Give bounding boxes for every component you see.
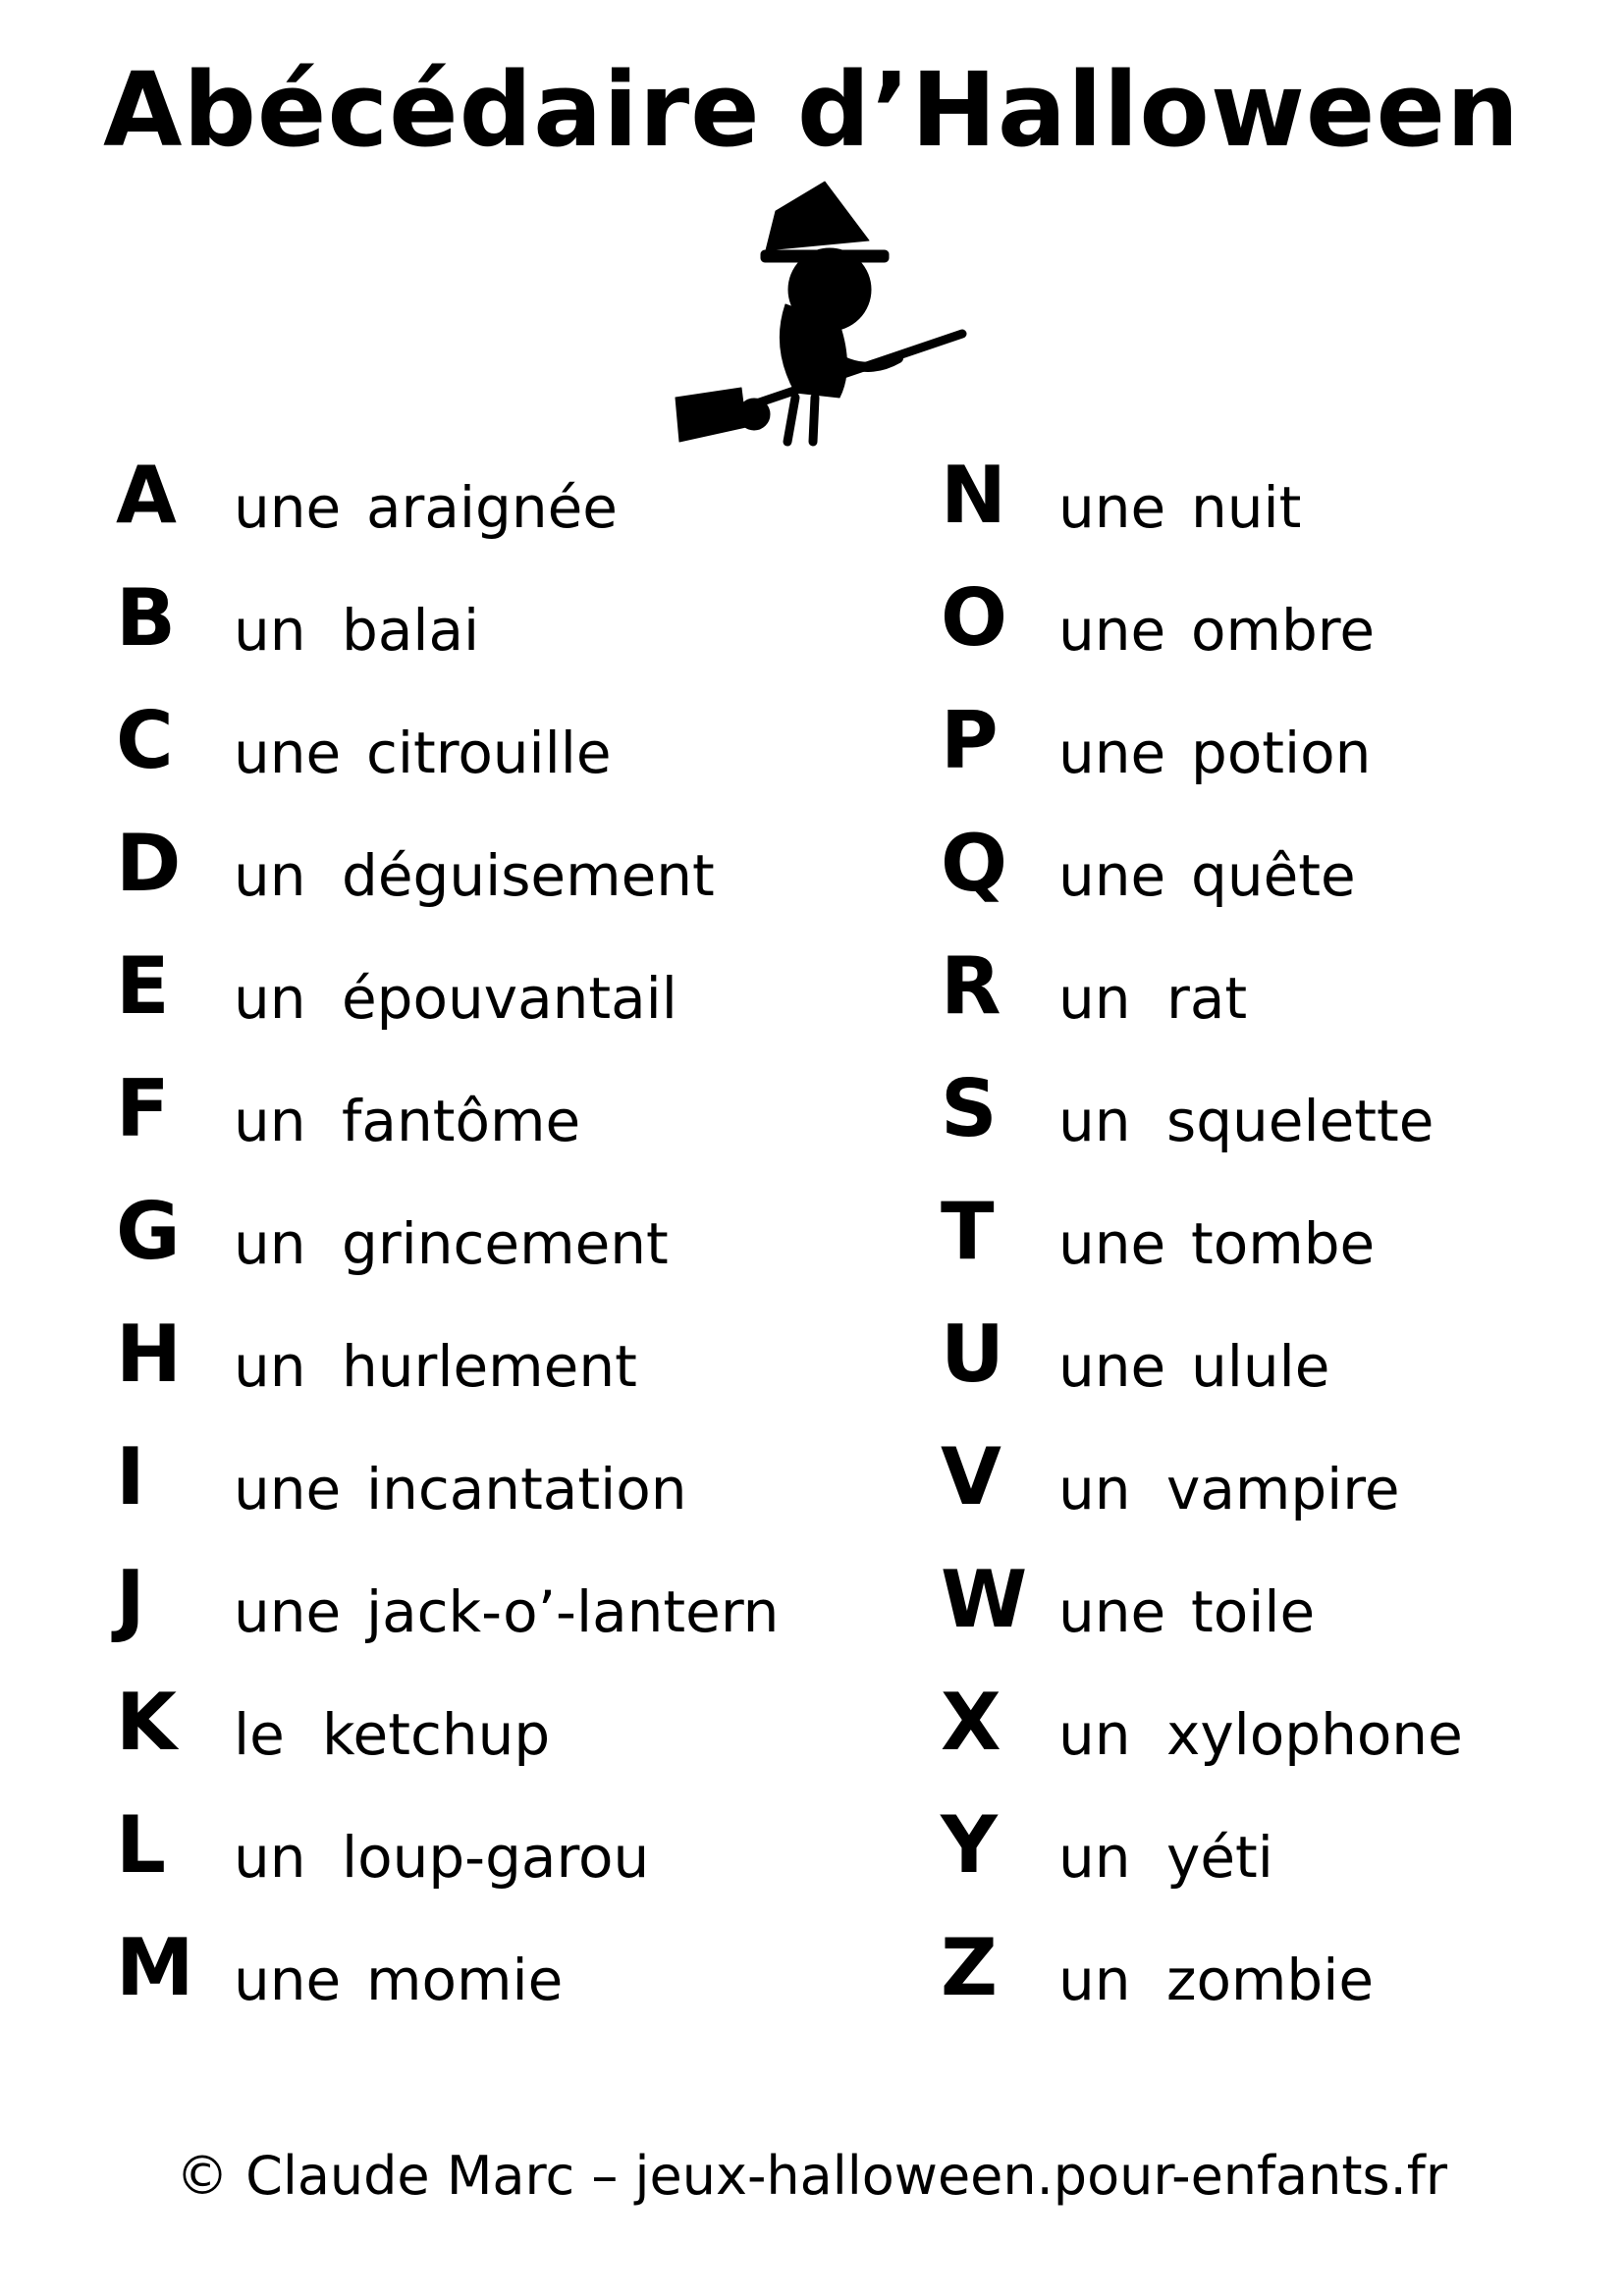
- entry-word: zombie: [1166, 1947, 1375, 2013]
- entry-article: un: [234, 965, 306, 1032]
- entry-letter: D: [116, 818, 182, 909]
- entry-word: loup-garou: [342, 1824, 650, 1891]
- page-title: Abécédaire d’Halloween: [102, 50, 1521, 170]
- entry-word: ulule: [1191, 1333, 1330, 1400]
- witch-on-broom-icon: [668, 157, 972, 452]
- alphabet-entry: [116, 1919, 803, 2042]
- entry-article: un: [1058, 1824, 1131, 1891]
- entry-letter: A: [116, 450, 177, 541]
- entry-article: une: [1058, 720, 1166, 786]
- entry-article: une: [1058, 842, 1166, 909]
- entry-article: un: [234, 842, 306, 909]
- entry-word: momie: [366, 1947, 564, 2013]
- entry-letter: W: [941, 1554, 1028, 1645]
- copyright-footer: © Claude Marc – jeux-halloween.pour-enfants.fr: [175, 2145, 1448, 2207]
- alphabet-entry: [941, 1551, 1623, 1674]
- entry-letter: I: [116, 1431, 145, 1522]
- entry-letter: G: [116, 1186, 181, 1277]
- alphabet-entry: [116, 937, 803, 1060]
- entry-word: rat: [1166, 965, 1248, 1032]
- entry-letter: Z: [941, 1922, 999, 2013]
- entry-word: yéti: [1166, 1824, 1273, 1891]
- alphabet-entry: [941, 1919, 1623, 2042]
- entry-article: un: [234, 1088, 306, 1154]
- entry-letter: S: [941, 1063, 998, 1154]
- entry-article: un: [1058, 1947, 1131, 2013]
- entry-word: citrouille: [366, 720, 612, 786]
- alphabet-entry: [116, 1060, 803, 1183]
- entry-article: un: [234, 1824, 306, 1891]
- entry-article: une: [1058, 597, 1166, 664]
- entry-letter: B: [116, 572, 176, 664]
- alphabet-entry: [116, 692, 803, 815]
- entry-word: araignée: [366, 474, 618, 541]
- entry-word: balai: [342, 597, 480, 664]
- alphabet-entry: [116, 1428, 803, 1551]
- alphabet-entry: [941, 1060, 1623, 1183]
- entry-letter: M: [116, 1922, 194, 2013]
- alphabet-entry: [116, 1306, 803, 1428]
- entry-letter: R: [941, 940, 1001, 1032]
- entry-article: un: [1058, 1088, 1131, 1154]
- entry-letter: T: [941, 1186, 995, 1277]
- alphabet-entry: [941, 815, 1623, 937]
- entry-word: grincement: [342, 1210, 669, 1277]
- entry-letter: P: [941, 695, 999, 786]
- alphabet-entry: [116, 815, 803, 937]
- entry-letter: X: [941, 1677, 1001, 1768]
- entry-article: une: [234, 720, 342, 786]
- entry-word: quête: [1191, 842, 1356, 909]
- entry-word: potion: [1191, 720, 1372, 786]
- entry-article: une: [234, 1456, 342, 1522]
- entry-letter: O: [941, 572, 1008, 664]
- entry-word: ketchup: [322, 1701, 551, 1768]
- entry-word: vampire: [1166, 1456, 1400, 1522]
- alphabet-entry: [941, 1796, 1623, 1919]
- entry-article: un: [1058, 1701, 1131, 1768]
- entry-letter: E: [116, 940, 170, 1032]
- entry-article: une: [234, 1947, 342, 2013]
- alphabet-entry: [941, 937, 1623, 1060]
- entry-letter: C: [116, 695, 174, 786]
- entry-article: le: [234, 1701, 285, 1768]
- alphabet-column-left: [116, 447, 803, 2042]
- entry-article: un: [234, 597, 306, 664]
- entry-word: toile: [1191, 1578, 1316, 1645]
- alphabet-entry: [116, 1674, 803, 1796]
- entry-letter: H: [116, 1308, 182, 1400]
- alphabet-entry: [941, 569, 1623, 692]
- alphabet-entry: [941, 447, 1623, 569]
- alphabet-column-right: [941, 447, 1623, 2042]
- alphabet-entry: [941, 1183, 1623, 1306]
- entry-article: une: [1058, 474, 1166, 541]
- entry-word: épouvantail: [342, 965, 677, 1032]
- entry-article: un: [1058, 1456, 1131, 1522]
- entry-word: ombre: [1191, 597, 1376, 664]
- entry-word: squelette: [1166, 1088, 1434, 1154]
- entry-article: une: [1058, 1210, 1166, 1277]
- entry-article: un: [1058, 965, 1131, 1032]
- alphabet-entry: [941, 1428, 1623, 1551]
- alphabet-entry: [116, 1183, 803, 1306]
- entry-letter: Q: [941, 818, 1008, 909]
- entry-article: une: [1058, 1333, 1166, 1400]
- alphabet-entry: [116, 1796, 803, 1919]
- entry-article: une: [234, 1578, 342, 1645]
- entry-word: nuit: [1191, 474, 1302, 541]
- alphabet-entry: [116, 1551, 803, 1674]
- alphabet-entry: [941, 692, 1623, 815]
- entry-word: jack-o’-lantern: [366, 1578, 780, 1645]
- entry-article: une: [1058, 1578, 1166, 1645]
- entry-letter: K: [116, 1677, 177, 1768]
- alphabet-entry: [941, 1674, 1623, 1796]
- entry-letter: Y: [941, 1799, 998, 1891]
- entry-letter: L: [116, 1799, 166, 1891]
- alphabet-entry: [116, 447, 803, 569]
- alphabet-entry: [941, 1306, 1623, 1428]
- entry-letter: V: [941, 1431, 1001, 1522]
- alphabet-entry: [116, 569, 803, 692]
- entry-article: un: [234, 1210, 306, 1277]
- entry-letter: N: [941, 450, 1006, 541]
- entry-word: tombe: [1191, 1210, 1376, 1277]
- entry-word: déguisement: [342, 842, 715, 909]
- entry-word: incantation: [366, 1456, 687, 1522]
- entry-letter: J: [116, 1554, 145, 1645]
- entry-word: fantôme: [342, 1088, 581, 1154]
- entry-letter: F: [116, 1063, 170, 1154]
- entry-article: un: [234, 1333, 306, 1400]
- entry-word: hurlement: [342, 1333, 637, 1400]
- entry-article: une: [234, 474, 342, 541]
- entry-word: xylophone: [1166, 1701, 1463, 1768]
- entry-letter: U: [941, 1308, 1004, 1400]
